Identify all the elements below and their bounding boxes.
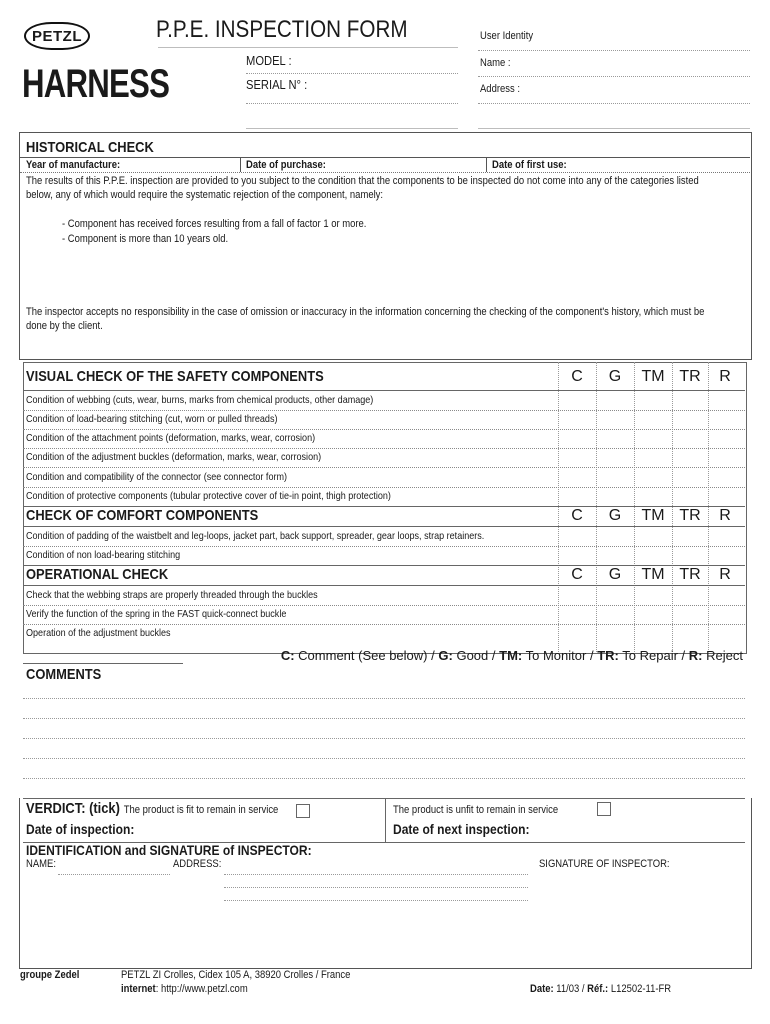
form-title: P.P.E. INSPECTION FORM [156, 16, 408, 43]
col-g: G [608, 368, 622, 385]
col-tr: TR [679, 507, 701, 524]
comfort-check-title: CHECK OF COMFORT COMPONENTS [26, 507, 259, 524]
user-address-field[interactable] [478, 103, 750, 104]
table-row[interactable]: Operation of the adjustment buckles [26, 627, 171, 639]
historical-intro-line1: The results of this P.P.E. inspection are provided to you subject to the condition that the components to be inspected do not come into any of the categories listed [26, 175, 699, 187]
historical-intro-line2: below, any of which would require the systematic rejection of the component, namely: [26, 189, 384, 201]
footer-date-ref: Date: 11/03 / Réf.: L12502-11-FR [530, 983, 672, 995]
date-of-first-use-label: Date of first use: [492, 159, 567, 171]
serial-label: SERIAL N° : [246, 77, 308, 92]
col-g: G [608, 566, 622, 583]
col-r: R [719, 566, 731, 583]
date-of-next-inspection[interactable]: Date of next inspection: [393, 821, 530, 837]
table-row[interactable]: Condition of the attachment points (deformation, marks, wear, corrosion) [23, 429, 745, 449]
user-identity-label: User Identity [480, 30, 534, 42]
user-name-field[interactable] [478, 76, 750, 77]
col-c: C [571, 566, 583, 583]
petzl-logo: PETZL [24, 22, 90, 50]
table-row[interactable]: Condition of padding of the waistbelt and leg-loops, jacket part, back support, spreader, gear loops, strap retainers. [23, 527, 745, 547]
disclaimer-line2: done by the client. [26, 320, 103, 332]
rejection-criterion-age: - Component is more than 10 years old. [62, 233, 229, 245]
comment-line[interactable] [23, 738, 745, 739]
comment-line[interactable] [23, 698, 745, 699]
visual-check-title: VISUAL CHECK OF THE SAFETY COMPONENTS [26, 368, 324, 385]
footer-internet[interactable]: internet: http://www.petzl.com [121, 983, 248, 995]
year-of-manufacture-label: Year of manufacture: [26, 159, 121, 171]
footer-address: PETZL ZI Crolles, Cidex 105 A, 38920 Crolles / France [121, 969, 351, 981]
table-row[interactable]: Condition of webbing (cuts, wear, burns, marks from chemical products, other damage) [23, 391, 745, 411]
comment-line[interactable] [23, 778, 745, 779]
footer-group: groupe Zedel [20, 969, 80, 981]
table-row[interactable]: Condition of non load-bearing stitching [23, 546, 745, 566]
col-r: R [719, 507, 731, 524]
col-tm: TM [641, 507, 665, 524]
verdict-unfit-label: The product is unfit to remain in service [393, 804, 559, 816]
col-tm: TM [641, 368, 665, 385]
user-name-label: Name : [480, 57, 511, 69]
col-tr: TR [679, 368, 701, 385]
col-c: C [571, 507, 583, 524]
legend: C: Comment (See below) / G: Good / TM: To Monitor / TR: To Repair / R: Reject [280, 648, 743, 663]
table-row[interactable]: Check that the webbing straps are properly threaded through the buckles [23, 586, 745, 606]
col-c: C [571, 368, 583, 385]
inspector-name-label: NAME: [26, 858, 56, 870]
table-row[interactable]: Condition of the adjustment buckles (deformation, marks, wear, corrosion) [23, 448, 745, 468]
col-tr: TR [679, 566, 701, 583]
product-name: HARNESS [22, 62, 170, 106]
rejection-criterion-fall: - Component has received forces resulting from a fall of factor 1 or more. [62, 218, 367, 230]
serial-field[interactable] [246, 103, 458, 104]
table-row[interactable]: Condition of protective components (tubular protective cover of tie-in point, thigh protection) [23, 487, 745, 507]
user-address-label: Address : [480, 83, 520, 95]
disclaimer-line1: The inspector accepts no responsibility in the case of omission or inaccuracy in the information concerning the checking of the component's history, which must be [26, 306, 705, 318]
date-of-inspection[interactable]: Date of inspection: [26, 821, 135, 837]
operational-check-title: OPERATIONAL CHECK [26, 566, 169, 583]
table-row[interactable]: Condition and compatibility of the connector (see connector form) [23, 468, 745, 488]
inspector-section-title: IDENTIFICATION and SIGNATURE of INSPECTOR: [26, 842, 312, 858]
verdict: VERDICT: (tick) The product is fit to remain in service [26, 800, 279, 817]
inspector-signature-label: SIGNATURE OF INSPECTOR: [539, 858, 670, 870]
inspector-address-label: ADDRESS: [173, 858, 222, 870]
table-row[interactable]: Verify the function of the spring in the FAST quick-connect buckle [23, 605, 745, 625]
col-g: G [608, 507, 622, 524]
user-identity-field[interactable] [478, 50, 750, 51]
col-tm: TM [641, 566, 665, 583]
model-field[interactable] [246, 73, 458, 74]
operational-check-header [23, 565, 745, 586]
comment-line[interactable] [23, 718, 745, 719]
table-row[interactable]: Condition of load-bearing stitching (cut, worn or pulled threads) [23, 410, 745, 430]
signature-box [19, 798, 752, 969]
date-of-purchase-label: Date of purchase: [246, 159, 326, 171]
comment-line[interactable] [23, 758, 745, 759]
historical-check-title: HISTORICAL CHECK [26, 139, 154, 156]
col-r: R [719, 368, 731, 385]
model-label: MODEL : [246, 53, 292, 68]
comfort-check-header [23, 506, 745, 527]
visual-check-header [23, 362, 745, 391]
comments-title: COMMENTS [26, 666, 102, 683]
